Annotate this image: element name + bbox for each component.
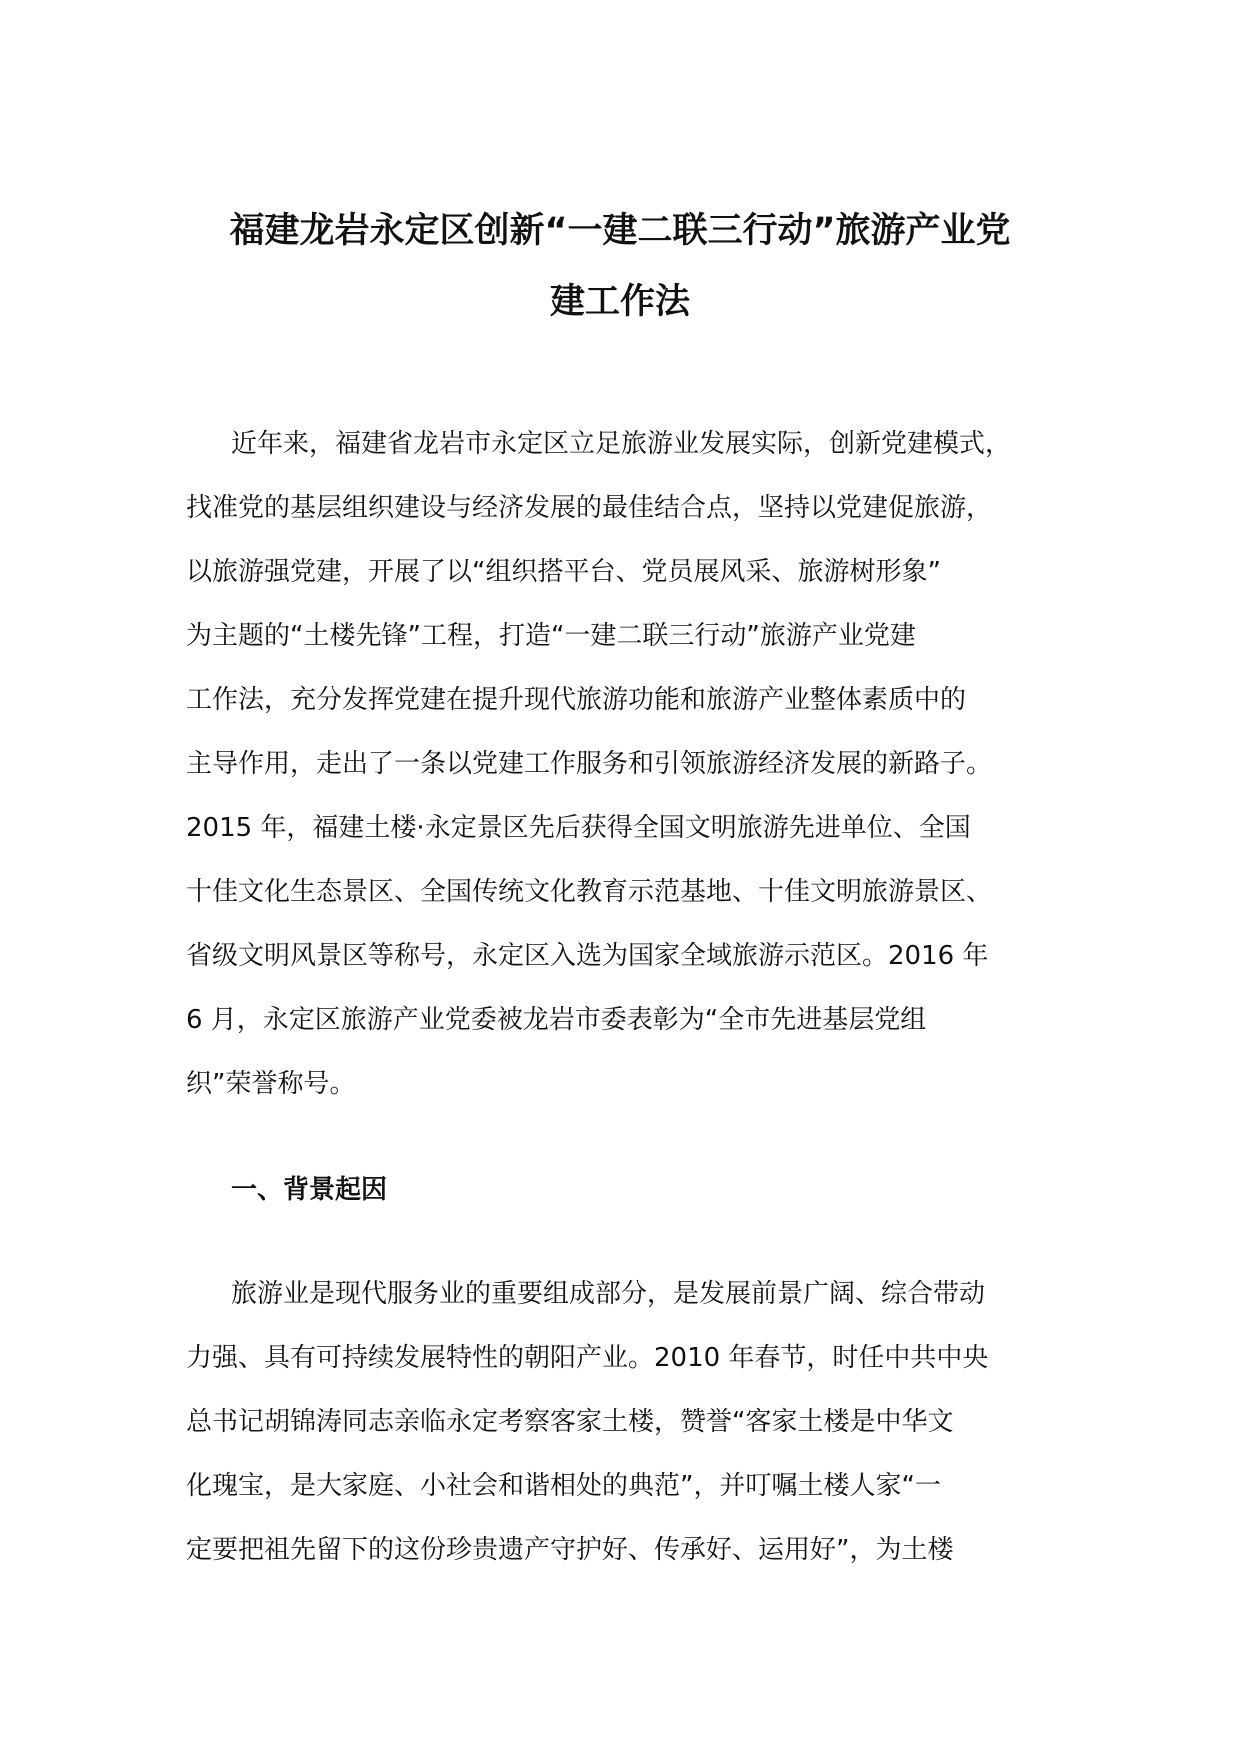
paragraph-line: 省级文明风景区等称号，永定区入选为国家全域旅游示范区。2016 年 xyxy=(186,941,989,971)
paragraph-line: 化瑰宝，是大家庭、小社会和谐相处的典范”，并叮嘱土楼人家“一 xyxy=(186,1471,941,1501)
paragraph-line: 旅游业是现代服务业的重要组成部分，是发展前景广阔、综合带动 xyxy=(231,1279,986,1309)
paragraph-line: 近年来，福建省龙岩市永定区立足旅游业发展实际，创新党建模式， xyxy=(231,429,1012,459)
paragraph-line: 织”荣誉称号。 xyxy=(186,1069,356,1099)
paragraph-line: 为主题的“土楼先锋”工程，打造“一建二联三行动”旅游产业党建 xyxy=(186,621,916,651)
paragraph-line: 力强、具有可持续发展特性的朝阳产业。2010 年春节，时任中共中央 xyxy=(186,1343,989,1373)
paragraph-line: 6 月，永定区旅游产业党委被龙岩市委表彰为“全市先进基层党组 xyxy=(186,1005,927,1035)
background-paragraph xyxy=(186,1262,1066,1582)
paragraph-line: 以旅游强党建，开展了以“组织搭平台、党员展风采、旅游树形象” xyxy=(186,557,941,587)
paragraph-line: 总书记胡锦涛同志亲临永定考察客家土楼，赞誉“客家土楼是中华文 xyxy=(186,1407,954,1437)
section-heading: 一、背景起因 xyxy=(231,1175,388,1205)
paragraph-line: 定要把祖先留下的这份珍贵遗产守护好、传承好、运用好”，为土楼 xyxy=(186,1535,954,1565)
title-line-1: 福建龙岩永定区创新“一建二联三行动”旅游产业党 xyxy=(229,211,1011,251)
paragraph-line: 十佳文化生态景区、全国传统文化教育示范基地、十佳文明旅游景区、 xyxy=(186,877,993,907)
intro-paragraph xyxy=(186,412,1066,1116)
paragraph-line: 主导作用，走出了一条以党建工作服务和引领旅游经济发展的新路子。 xyxy=(186,749,993,779)
document-title xyxy=(150,196,1090,338)
title-line-2: 建工作法 xyxy=(549,282,690,322)
paragraph-line: 工作法，充分发挥党建在提升现代旅游功能和旅游产业整体素质中的 xyxy=(186,685,967,715)
paragraph-line: 2015 年，福建土楼·永定景区先后获得全国文明旅游先进单位、全国 xyxy=(186,813,971,843)
paragraph-line: 找准党的基层组织建设与经济发展的最佳结合点，坚持以党建促旅游， xyxy=(186,493,993,523)
